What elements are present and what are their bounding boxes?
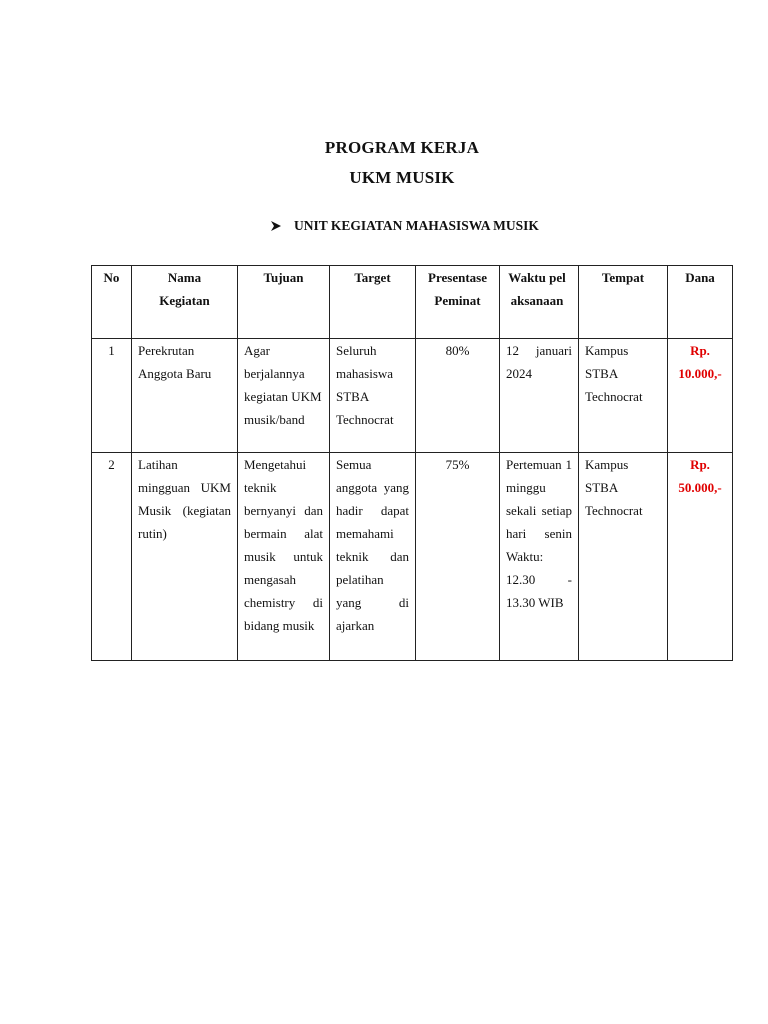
arrowhead-bullet-icon [270, 220, 282, 232]
cell-no: 1 [92, 339, 132, 453]
header-presentase-peminat: Presentase Peminat [416, 266, 500, 339]
cell-nama-kegiatan: Latihan mingguan UKM Musik (kegiatan rutin) [132, 453, 238, 661]
header-target: Target [330, 266, 416, 339]
cell-dana [668, 453, 733, 661]
cell-waktu: 12 januari 2024 [500, 339, 579, 453]
header-no: No [92, 266, 132, 339]
header-tempat: Tempat [579, 266, 668, 339]
cell-waktu: Pertemuan 1 minggu sekali setiap hari senin Waktu: 12.30 - 13.30 WIB [500, 453, 579, 661]
cell-dana [668, 339, 733, 453]
header-waktu-text: Waktu pelaksanaan [508, 270, 566, 308]
header-nama-kegiatan-text: Nama Kegiatan [159, 270, 210, 308]
cell-tempat: Kampus STBA Technocrat [579, 453, 668, 661]
header-tujuan: Tujuan [238, 266, 330, 339]
cell-tujuan: Mengetahui teknik bernyanyi dan bermain alat musik untuk mengasah chemistry di bidang musik [238, 453, 330, 661]
section-heading-text: UNIT KEGIATAN MAHASISWA MUSIK [294, 218, 539, 233]
table-header-row [92, 266, 733, 339]
header-waktu-pelaksanaan [500, 266, 579, 339]
header-nama-kegiatan [132, 266, 238, 339]
table-row [92, 339, 733, 453]
dana-amount: Rp. 50.000,- [678, 457, 722, 495]
section-heading [270, 218, 539, 234]
cell-nama-kegiatan: Perekrutan Anggota Baru [132, 339, 238, 453]
cell-tujuan: Agar berjalannya kegiatan UKM musik/band [238, 339, 330, 453]
cell-presentase: 75% [416, 453, 500, 661]
dana-amount: Rp. 10.000,- [678, 343, 722, 381]
page-subtitle: UKM MUSIK [349, 168, 455, 187]
program-table [91, 265, 733, 661]
cell-target: Semua anggota yang hadir dapat memahami teknik dan pelatihan yang di ajarkan [330, 453, 416, 661]
page-title: PROGRAM KERJA [324, 138, 480, 157]
cell-no: 2 [92, 453, 132, 661]
cell-tempat: Kampus STBA Technocrat [579, 339, 668, 453]
cell-target: Seluruh mahasiswa STBA Technocrat [330, 339, 416, 453]
cell-presentase: 80% [416, 339, 500, 453]
header-dana: Dana [668, 266, 733, 339]
table-row [92, 453, 733, 661]
